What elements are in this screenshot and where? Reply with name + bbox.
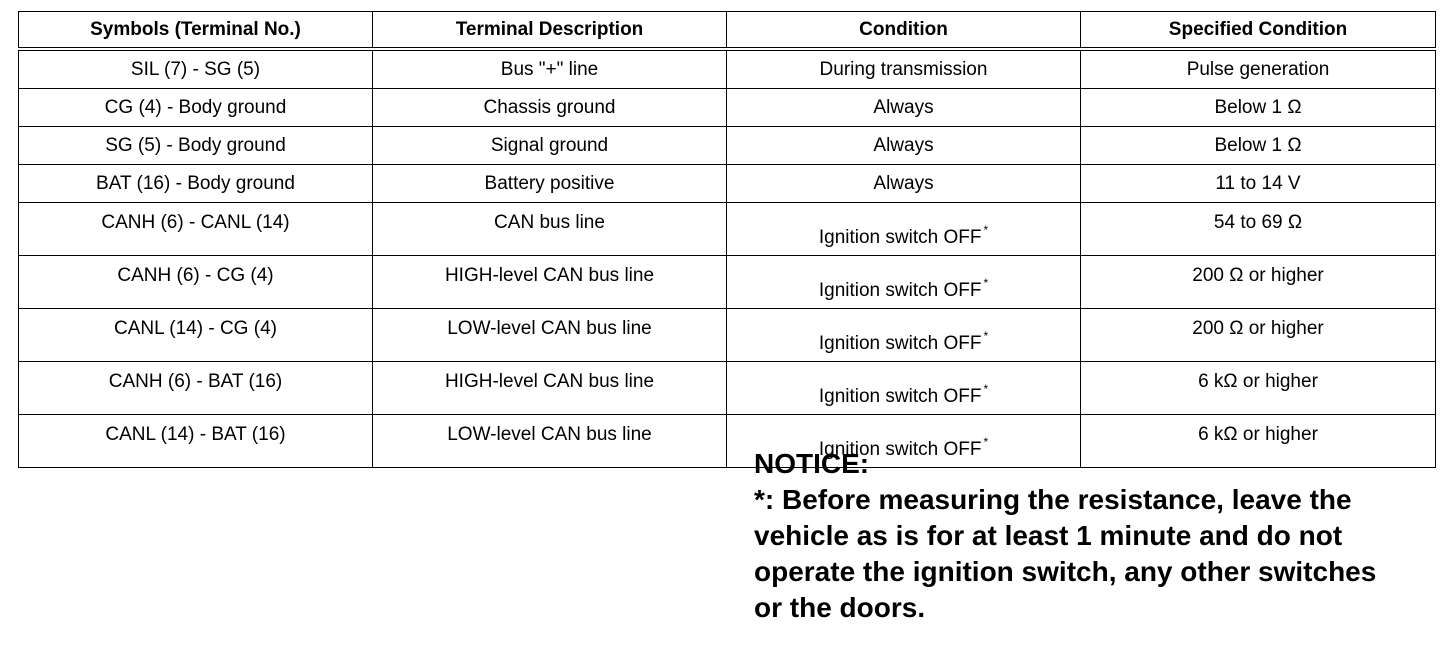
cell-condition bbox=[727, 256, 1081, 309]
cell-symbols: CANH (6) - CG (4) bbox=[19, 256, 373, 309]
cell-spec: 54 to 69 Ω bbox=[1081, 203, 1436, 256]
table-row bbox=[19, 362, 1436, 415]
footnote-marker: * bbox=[983, 329, 989, 343]
condition-text: Ignition switch OFF bbox=[818, 280, 982, 301]
table-row bbox=[19, 127, 1436, 165]
condition-text: Always bbox=[873, 96, 934, 118]
cell-spec: 6 kΩ or higher bbox=[1081, 362, 1436, 415]
cell-description: LOW-level CAN bus line bbox=[373, 309, 727, 362]
cell-description: Signal ground bbox=[373, 127, 727, 165]
condition-text: Ignition switch OFF bbox=[818, 439, 982, 460]
footnote-marker: * bbox=[983, 223, 989, 237]
condition-text: Ignition switch OFF bbox=[818, 227, 982, 248]
cell-spec: 200 Ω or higher bbox=[1081, 256, 1436, 309]
cell-condition bbox=[727, 165, 1081, 203]
table-row bbox=[19, 256, 1436, 309]
table-row bbox=[19, 309, 1436, 362]
cell-symbols: CANL (14) - CG (4) bbox=[19, 309, 373, 362]
header-terminal-description: Terminal Description bbox=[373, 12, 727, 50]
cell-spec: 11 to 14 V bbox=[1081, 165, 1436, 203]
cell-description: Chassis ground bbox=[373, 89, 727, 127]
condition-text: Always bbox=[873, 172, 934, 194]
cell-symbols: SG (5) - Body ground bbox=[19, 127, 373, 165]
footnote-marker: * bbox=[983, 276, 989, 290]
footnote-marker: * bbox=[983, 382, 989, 396]
header-condition: Condition bbox=[727, 12, 1081, 50]
cell-description: HIGH-level CAN bus line bbox=[373, 362, 727, 415]
cell-condition bbox=[727, 203, 1081, 256]
cell-description: CAN bus line bbox=[373, 203, 727, 256]
header-specified-condition: Specified Condition bbox=[1081, 12, 1436, 50]
table-header-row bbox=[19, 12, 1436, 50]
cell-condition bbox=[727, 127, 1081, 165]
cell-symbols: BAT (16) - Body ground bbox=[19, 165, 373, 203]
cell-symbols: SIL (7) - SG (5) bbox=[19, 49, 373, 89]
cell-spec: Pulse generation bbox=[1081, 49, 1436, 89]
condition-text: During transmission bbox=[819, 58, 988, 80]
cell-symbols: CANH (6) - CANL (14) bbox=[19, 203, 373, 256]
cell-condition bbox=[727, 309, 1081, 362]
notice-block bbox=[754, 446, 1444, 626]
cell-description: LOW-level CAN bus line bbox=[373, 415, 727, 468]
cell-symbols: CANH (6) - BAT (16) bbox=[19, 362, 373, 415]
cell-symbols: CG (4) - Body ground bbox=[19, 89, 373, 127]
cell-description: Bus "+" line bbox=[373, 49, 727, 89]
terminal-spec-table bbox=[18, 11, 1436, 468]
table-row bbox=[19, 89, 1436, 127]
table-row bbox=[19, 49, 1436, 89]
cell-condition bbox=[727, 362, 1081, 415]
table-row bbox=[19, 165, 1436, 203]
notice-body: *: Before measuring the resistance, leave the vehicle as is for at least 1 minute and do not operate the ignition switch, any other switches or the doors. bbox=[754, 484, 1377, 623]
cell-spec: 6 kΩ or higher bbox=[1081, 415, 1436, 468]
cell-description: Battery positive bbox=[373, 165, 727, 203]
notice-title: NOTICE: bbox=[754, 448, 870, 479]
footnote-marker: * bbox=[983, 435, 989, 449]
condition-text: Always bbox=[873, 134, 934, 156]
condition-text: Ignition switch OFF bbox=[818, 333, 982, 354]
cell-condition bbox=[727, 49, 1081, 89]
cell-condition bbox=[727, 89, 1081, 127]
condition-text: Ignition switch OFF bbox=[818, 386, 982, 407]
cell-spec: Below 1 Ω bbox=[1081, 89, 1436, 127]
cell-spec: 200 Ω or higher bbox=[1081, 309, 1436, 362]
cell-spec: Below 1 Ω bbox=[1081, 127, 1436, 165]
table-row bbox=[19, 203, 1436, 256]
header-symbols: Symbols (Terminal No.) bbox=[19, 12, 373, 50]
cell-description: HIGH-level CAN bus line bbox=[373, 256, 727, 309]
cell-symbols: CANL (14) - BAT (16) bbox=[19, 415, 373, 468]
